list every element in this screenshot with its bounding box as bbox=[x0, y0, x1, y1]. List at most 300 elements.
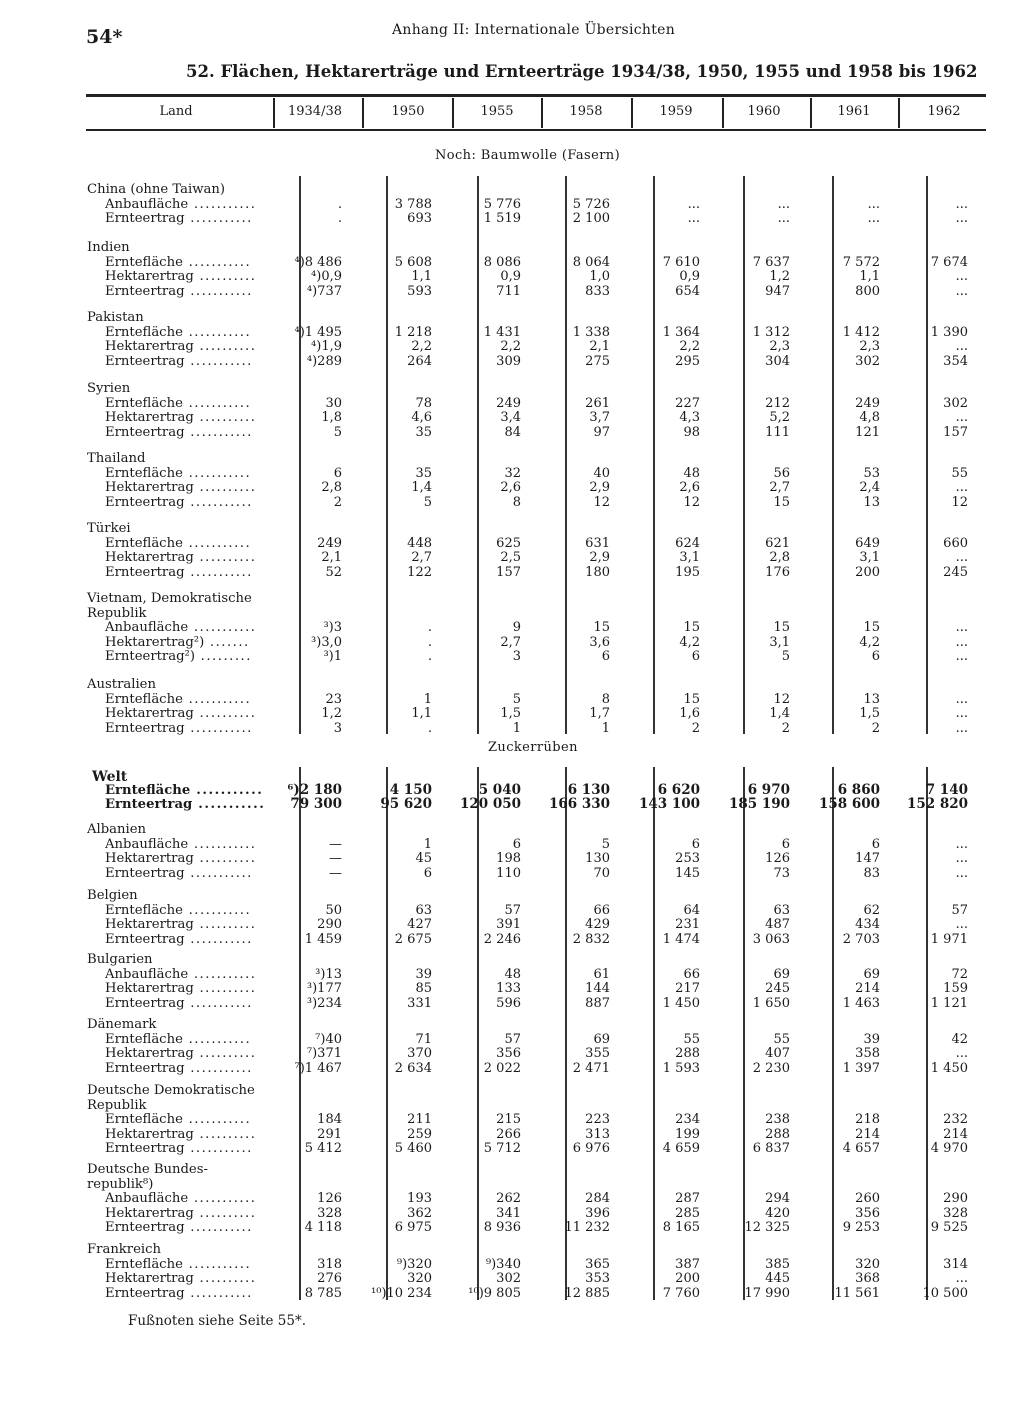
row-label-text: Ernteertrag bbox=[105, 353, 185, 369]
table-cell: 7 674 bbox=[930, 254, 968, 270]
table-cell: 57 bbox=[504, 902, 521, 918]
table-cell: 1 412 bbox=[842, 324, 880, 340]
table-cell: ³)177 bbox=[306, 981, 342, 997]
table-cell: 6 bbox=[781, 836, 790, 852]
table-cell: 2,2 bbox=[500, 339, 521, 355]
row-label bbox=[105, 1127, 256, 1142]
table-cell: 1 593 bbox=[662, 1060, 700, 1076]
table-cell: 12 bbox=[593, 494, 610, 510]
table-cell: 1,5 bbox=[500, 706, 521, 722]
country-name: China (ohne Taiwan) bbox=[87, 182, 226, 197]
table-cell: 13 bbox=[863, 494, 880, 510]
column-header-year: 1955 bbox=[480, 104, 514, 119]
row-label bbox=[105, 981, 256, 996]
row-label-text: Hektarertrag bbox=[105, 269, 194, 285]
leader-dots: ........... bbox=[184, 494, 253, 510]
table-cell: ... bbox=[687, 196, 700, 212]
row-label bbox=[105, 706, 256, 721]
table-cell: 180 bbox=[585, 564, 610, 580]
table-cell: 621 bbox=[765, 535, 790, 551]
table-cell: 1 bbox=[601, 720, 610, 736]
table-cell: 185 190 bbox=[728, 796, 790, 813]
table-cell: 12 bbox=[683, 494, 700, 510]
table-cell: 15 bbox=[863, 620, 880, 636]
table-cell: 218 bbox=[855, 1112, 880, 1128]
table-cell: ... bbox=[955, 269, 968, 285]
table-cell: ³)13 bbox=[315, 966, 342, 982]
table-cell: 1 338 bbox=[572, 324, 610, 340]
table-cell: ... bbox=[955, 410, 968, 426]
table-cell: 6 130 bbox=[567, 781, 610, 798]
table-cell: 693 bbox=[407, 211, 432, 227]
table-cell: 1,7 bbox=[589, 706, 610, 722]
table-cell: 1,2 bbox=[769, 269, 790, 285]
row-label-text: Hektarertrag bbox=[105, 410, 194, 426]
table-cell: 126 bbox=[765, 851, 790, 867]
table-cell: ... bbox=[955, 620, 968, 636]
table-cell: 2 bbox=[781, 720, 790, 736]
row-label-text: Ernteertrag bbox=[105, 931, 185, 947]
table-cell: 12 bbox=[951, 494, 968, 510]
table-cell: 62 bbox=[863, 902, 880, 918]
row-label bbox=[105, 721, 253, 736]
leader-dots: ........... bbox=[190, 782, 264, 798]
table-cell: 55 bbox=[951, 465, 968, 481]
leader-dots: ........... bbox=[184, 1141, 253, 1157]
table-cell: ⁴)0,9 bbox=[311, 269, 342, 285]
table-cell: 40 bbox=[593, 465, 610, 481]
column-header-land: Land bbox=[159, 104, 193, 119]
table-cell: 596 bbox=[496, 995, 521, 1011]
table-cell: 2,5 bbox=[500, 550, 521, 566]
table-cell: 126 bbox=[317, 1191, 342, 1207]
row-label-text: Ernteertrag²) bbox=[105, 649, 195, 665]
table-cell: . bbox=[427, 720, 432, 736]
table-cell: 370 bbox=[407, 1046, 432, 1062]
row-label-text: Hektarertrag bbox=[105, 480, 194, 496]
country-name: Pakistan bbox=[87, 310, 144, 325]
table-cell: 313 bbox=[585, 1126, 610, 1142]
table-cell: 353 bbox=[585, 1271, 610, 1287]
table-cell: 1 397 bbox=[842, 1060, 880, 1076]
table-cell: 5 726 bbox=[572, 196, 610, 212]
table-cell: 30 bbox=[325, 395, 342, 411]
table-cell: 391 bbox=[496, 917, 521, 933]
table-cell: 4,3 bbox=[679, 410, 700, 426]
table-cell: 253 bbox=[675, 851, 700, 867]
table-cell: 385 bbox=[765, 1256, 790, 1272]
table-cell: 11 232 bbox=[564, 1220, 610, 1236]
table-cell: 15 bbox=[773, 620, 790, 636]
table-cell: 147 bbox=[855, 851, 880, 867]
leader-dots: ........... bbox=[188, 196, 257, 212]
country-name: Republik bbox=[87, 605, 147, 621]
table-cell: 2,2 bbox=[411, 339, 432, 355]
table-cell: 1 bbox=[512, 720, 521, 736]
leader-dots: ........... bbox=[184, 995, 253, 1011]
row-label-text: Hektarertrag bbox=[105, 339, 194, 355]
table-cell: 261 bbox=[585, 395, 610, 411]
table-cell: 294 bbox=[765, 1191, 790, 1207]
column-separator bbox=[452, 98, 454, 128]
table-cell: 1 312 bbox=[752, 324, 790, 340]
row-label-text: Ernteertrag bbox=[105, 283, 185, 299]
table-cell: 302 bbox=[496, 1271, 521, 1287]
row-label bbox=[105, 325, 251, 340]
table-cell: 1,8 bbox=[321, 410, 342, 426]
table-cell: 287 bbox=[675, 1191, 700, 1207]
row-label-text: Ernteertrag bbox=[105, 494, 185, 510]
table-cell: 249 bbox=[855, 395, 880, 411]
table-cell: 9 bbox=[512, 620, 521, 636]
table-cell: 56 bbox=[773, 465, 790, 481]
table-cell: ... bbox=[955, 836, 968, 852]
page-number: 54* bbox=[86, 26, 123, 48]
table-cell: ⁹)320 bbox=[396, 1256, 432, 1272]
table-cell: ... bbox=[955, 339, 968, 355]
table-cell: 15 bbox=[683, 620, 700, 636]
table-cell: 152 820 bbox=[906, 796, 968, 813]
table-cell: 4 118 bbox=[304, 1220, 342, 1236]
table-cell: 6 860 bbox=[837, 781, 880, 798]
table-cell: 15 bbox=[773, 494, 790, 510]
leader-dots: .......... bbox=[193, 1126, 257, 1142]
table-cell: 5 bbox=[512, 691, 521, 707]
table-cell: 6 bbox=[871, 649, 880, 665]
table-cell: 259 bbox=[407, 1126, 432, 1142]
table-cell: 2,8 bbox=[769, 550, 790, 566]
table-cell: 4,6 bbox=[411, 410, 432, 426]
country-name: Türkei bbox=[87, 521, 131, 536]
table-cell: 1 bbox=[423, 836, 432, 852]
table-cell: 249 bbox=[317, 535, 342, 551]
leader-dots: ........... bbox=[192, 797, 266, 813]
table-cell: 291 bbox=[317, 1126, 342, 1142]
table-cell: 7 572 bbox=[842, 254, 880, 270]
table-cell: 98 bbox=[683, 424, 700, 440]
row-label bbox=[105, 466, 251, 481]
table-cell: 1,0 bbox=[589, 269, 610, 285]
table-cell: 8 bbox=[512, 494, 521, 510]
table-cell: 238 bbox=[765, 1112, 790, 1128]
row-label-text: Erntefläche bbox=[105, 254, 183, 270]
leader-dots: ........... bbox=[188, 836, 257, 852]
leader-dots: ........... bbox=[184, 283, 253, 299]
table-cell: ... bbox=[955, 196, 968, 212]
table-cell: 6 bbox=[871, 836, 880, 852]
table-cell: 12 325 bbox=[744, 1220, 790, 1236]
row-label bbox=[105, 495, 253, 510]
table-cell: 55 bbox=[773, 1031, 790, 1047]
table-cell: 2 471 bbox=[572, 1060, 610, 1076]
table-cell: 4 659 bbox=[662, 1141, 700, 1157]
table-cell: 145 bbox=[675, 865, 700, 881]
table-cell: ³)3,0 bbox=[311, 634, 342, 650]
table-cell: 249 bbox=[496, 395, 521, 411]
table-cell: 654 bbox=[675, 283, 700, 299]
leader-dots: ........... bbox=[182, 465, 252, 481]
table-cell: 2 bbox=[691, 720, 700, 736]
leader-dots: ........... bbox=[184, 931, 253, 947]
table-cell: 32 bbox=[504, 465, 521, 481]
row-label-text: Hektarertrag bbox=[105, 851, 194, 867]
table-cell: 318 bbox=[317, 1256, 342, 1272]
table-cell: 1,4 bbox=[411, 480, 432, 496]
table-cell: 1 450 bbox=[662, 995, 700, 1011]
row-label bbox=[105, 1032, 251, 1047]
row-label bbox=[105, 339, 256, 354]
table-cell: 407 bbox=[765, 1046, 790, 1062]
table-cell: 6 bbox=[691, 649, 700, 665]
row-label-text: Erntefläche bbox=[105, 1256, 183, 1272]
row-label-text: Ernteertrag bbox=[105, 720, 185, 736]
row-label bbox=[105, 851, 256, 866]
table-cell: — bbox=[329, 836, 342, 852]
table-cell: 211 bbox=[407, 1112, 432, 1128]
row-label-text: Anbaufläche bbox=[105, 620, 189, 636]
row-label-text: Hektarertrag bbox=[105, 1205, 194, 1221]
table-cell: 365 bbox=[585, 1256, 610, 1272]
table-cell: 11 561 bbox=[834, 1285, 880, 1301]
table-cell: 72 bbox=[951, 966, 968, 982]
table-cell: 355 bbox=[585, 1046, 610, 1062]
row-label bbox=[105, 932, 253, 947]
table-cell: . bbox=[427, 649, 432, 665]
row-label-text: Hektarertrag bbox=[105, 1046, 194, 1062]
row-label bbox=[105, 536, 251, 551]
table-cell: 6 bbox=[691, 836, 700, 852]
table-cell: 227 bbox=[675, 395, 700, 411]
table-cell: ⁶)2 180 bbox=[287, 781, 342, 798]
table-cell: ⁷)371 bbox=[306, 1046, 342, 1062]
table-cell: 66 bbox=[593, 902, 610, 918]
table-cell: ... bbox=[955, 1271, 968, 1287]
table-cell: . bbox=[427, 620, 432, 636]
table-cell: ... bbox=[955, 634, 968, 650]
table-cell: 1 459 bbox=[304, 931, 342, 947]
table-cell: 184 bbox=[317, 1112, 342, 1128]
row-label-text: Ernteertrag bbox=[105, 1060, 185, 1076]
row-label bbox=[105, 255, 251, 270]
table-cell: 1 474 bbox=[662, 931, 700, 947]
row-label bbox=[105, 1112, 251, 1127]
country-name: Indien bbox=[87, 240, 130, 255]
table-cell: 1,1 bbox=[411, 269, 432, 285]
table-cell: 304 bbox=[765, 353, 790, 369]
table-cell: 97 bbox=[593, 424, 610, 440]
table-cell: ⁴)1 495 bbox=[294, 324, 342, 340]
table-cell: 396 bbox=[585, 1205, 610, 1221]
table-cell: 69 bbox=[863, 966, 880, 982]
country-name: republik⁸) bbox=[87, 1176, 154, 1192]
table-cell: 0,9 bbox=[679, 269, 700, 285]
row-label-text: Ernteertrag bbox=[105, 1285, 185, 1301]
row-label-text: Erntefläche bbox=[105, 902, 183, 918]
table-cell: 10 500 bbox=[922, 1285, 968, 1301]
table-cell: 6 bbox=[423, 865, 432, 881]
row-label bbox=[105, 269, 256, 284]
table-cell: 84 bbox=[504, 424, 521, 440]
table-cell: ¹⁰)10 234 bbox=[371, 1285, 432, 1301]
leader-dots: .......... bbox=[193, 269, 257, 285]
row-label-text: Ernteertrag bbox=[105, 1220, 185, 1236]
table-cell: ... bbox=[955, 851, 968, 867]
header-bottom-rule bbox=[86, 129, 986, 131]
table-cell: 1 431 bbox=[483, 324, 521, 340]
table-cell: 1,6 bbox=[679, 706, 700, 722]
table-cell: 328 bbox=[317, 1205, 342, 1221]
row-label-text: Hektarertrag bbox=[105, 981, 194, 997]
column-separator bbox=[362, 98, 364, 128]
row-label bbox=[105, 197, 256, 212]
row-label bbox=[105, 1220, 253, 1235]
table-cell: 73 bbox=[773, 865, 790, 881]
table-cell: ³)234 bbox=[306, 995, 342, 1011]
table-cell: 78 bbox=[415, 395, 432, 411]
table-cell: ⁴)289 bbox=[306, 353, 342, 369]
table-cell: 285 bbox=[675, 1205, 700, 1221]
table-cell: 3 bbox=[512, 649, 521, 665]
table-cell: ... bbox=[955, 550, 968, 566]
leader-dots: ........... bbox=[182, 324, 252, 340]
running-head: Anhang II: Internationale Übersichten bbox=[392, 22, 676, 38]
table-cell: 200 bbox=[855, 564, 880, 580]
table-cell: 356 bbox=[855, 1205, 880, 1221]
table-cell: 2,7 bbox=[500, 634, 521, 650]
country-name: Vietnam, Demokratische bbox=[87, 591, 252, 606]
table-cell: 631 bbox=[585, 535, 610, 551]
table-cell: 57 bbox=[951, 902, 968, 918]
row-label-text: Ernteertrag bbox=[105, 211, 185, 227]
table-cell: ⁴)1,9 bbox=[311, 339, 342, 355]
table-cell: 6 bbox=[601, 649, 610, 665]
table-cell: 356 bbox=[496, 1046, 521, 1062]
table-cell: 1 463 bbox=[842, 995, 880, 1011]
table-cell: ⁹)340 bbox=[485, 1256, 521, 1272]
leader-dots: ........... bbox=[188, 1191, 257, 1207]
table-cell: 288 bbox=[675, 1046, 700, 1062]
country-name: Thailand bbox=[87, 451, 146, 466]
table-cell: 120 050 bbox=[459, 796, 521, 813]
table-cell: 8 936 bbox=[483, 1220, 521, 1236]
row-label bbox=[105, 783, 263, 798]
row-label-text: Hektarertrag²) bbox=[105, 634, 205, 650]
table-cell: 42 bbox=[951, 1031, 968, 1047]
row-label bbox=[105, 425, 253, 440]
country-name: Syrien bbox=[87, 381, 131, 396]
table-cell: 3,1 bbox=[859, 550, 880, 566]
table-cell: 193 bbox=[407, 1191, 432, 1207]
row-label-text: Erntefläche bbox=[105, 465, 183, 481]
table-cell: 4 970 bbox=[930, 1141, 968, 1157]
table-cell: 2 832 bbox=[572, 931, 610, 947]
row-label bbox=[105, 211, 253, 226]
table-cell: 12 bbox=[773, 691, 790, 707]
table-cell: 214 bbox=[943, 1126, 968, 1142]
table-cell: 275 bbox=[585, 353, 610, 369]
table-cell: 2 bbox=[871, 720, 880, 736]
leader-dots: .......... bbox=[193, 917, 257, 933]
table-cell: 50 bbox=[325, 902, 342, 918]
leader-dots: .......... bbox=[193, 1046, 257, 1062]
table-cell: 266 bbox=[496, 1126, 521, 1142]
column-header-year: 1934/38 bbox=[287, 104, 342, 119]
section-title: Noch: Baumwolle (Fasern) bbox=[435, 148, 621, 163]
row-label-text: Erntefläche bbox=[105, 324, 183, 340]
table-cell: 2,7 bbox=[411, 550, 432, 566]
row-label-text: Erntefläche bbox=[105, 1031, 183, 1047]
row-label-text: Ernteertrag bbox=[105, 995, 185, 1011]
table-cell: . bbox=[337, 196, 342, 212]
table-cell: 320 bbox=[407, 1271, 432, 1287]
table-cell: 5 040 bbox=[478, 781, 521, 798]
table-cell: 1 450 bbox=[930, 1060, 968, 1076]
row-label-text: Erntefläche bbox=[105, 691, 183, 707]
table-cell: ... bbox=[955, 706, 968, 722]
table-cell: 1 650 bbox=[752, 995, 790, 1011]
table-cell: 159 bbox=[943, 981, 968, 997]
table-cell: 649 bbox=[855, 535, 880, 551]
table-cell: 48 bbox=[683, 465, 700, 481]
table-cell: 487 bbox=[765, 917, 790, 933]
table-cell: 9 525 bbox=[930, 1220, 968, 1236]
column-header-year: 1962 bbox=[927, 104, 961, 119]
row-label bbox=[105, 635, 250, 650]
row-label bbox=[105, 410, 256, 425]
table-cell: 7 140 bbox=[925, 781, 968, 798]
table-cell: 3,1 bbox=[679, 550, 700, 566]
header-top-rule bbox=[86, 94, 986, 97]
table-cell: ⁴)737 bbox=[306, 283, 342, 299]
table-cell: 1 bbox=[423, 691, 432, 707]
table-cell: 320 bbox=[855, 1256, 880, 1272]
table-cell: 833 bbox=[585, 283, 610, 299]
table-cell: 5 608 bbox=[394, 254, 432, 270]
row-label bbox=[105, 1286, 253, 1301]
table-cell: 57 bbox=[504, 1031, 521, 1047]
footnote-reference: Fußnoten siehe Seite 55*. bbox=[128, 1313, 306, 1329]
table-cell: 7 637 bbox=[752, 254, 790, 270]
table-cell: 8 785 bbox=[304, 1285, 342, 1301]
column-header-year: 1959 bbox=[659, 104, 693, 119]
table-cell: 245 bbox=[943, 564, 968, 580]
table-cell: 4 150 bbox=[389, 781, 432, 798]
table-cell: 2,3 bbox=[769, 339, 790, 355]
table-cell: 15 bbox=[683, 691, 700, 707]
table-cell: 166 330 bbox=[548, 796, 610, 813]
leader-dots: ........... bbox=[182, 535, 252, 551]
table-cell: 53 bbox=[863, 465, 880, 481]
column-separator bbox=[722, 98, 724, 128]
row-label bbox=[105, 620, 256, 635]
table-cell: 2 634 bbox=[394, 1060, 432, 1076]
table-cell: 143 100 bbox=[638, 796, 700, 813]
table-cell: 111 bbox=[765, 424, 790, 440]
row-label-text: Hektarertrag bbox=[105, 706, 194, 722]
table-cell: 121 bbox=[855, 424, 880, 440]
table-cell: 290 bbox=[943, 1191, 968, 1207]
table-cell: 85 bbox=[415, 981, 432, 997]
leader-dots: ........... bbox=[182, 1031, 252, 1047]
table-cell: 63 bbox=[773, 902, 790, 918]
table-cell: ¹⁰)9 805 bbox=[468, 1285, 521, 1301]
leader-dots: .......... bbox=[193, 550, 257, 566]
table-cell: 9 253 bbox=[842, 1220, 880, 1236]
table-cell: 5 bbox=[423, 494, 432, 510]
table-cell: 157 bbox=[496, 564, 521, 580]
table-cell: 429 bbox=[585, 917, 610, 933]
table-cell: 199 bbox=[675, 1126, 700, 1142]
